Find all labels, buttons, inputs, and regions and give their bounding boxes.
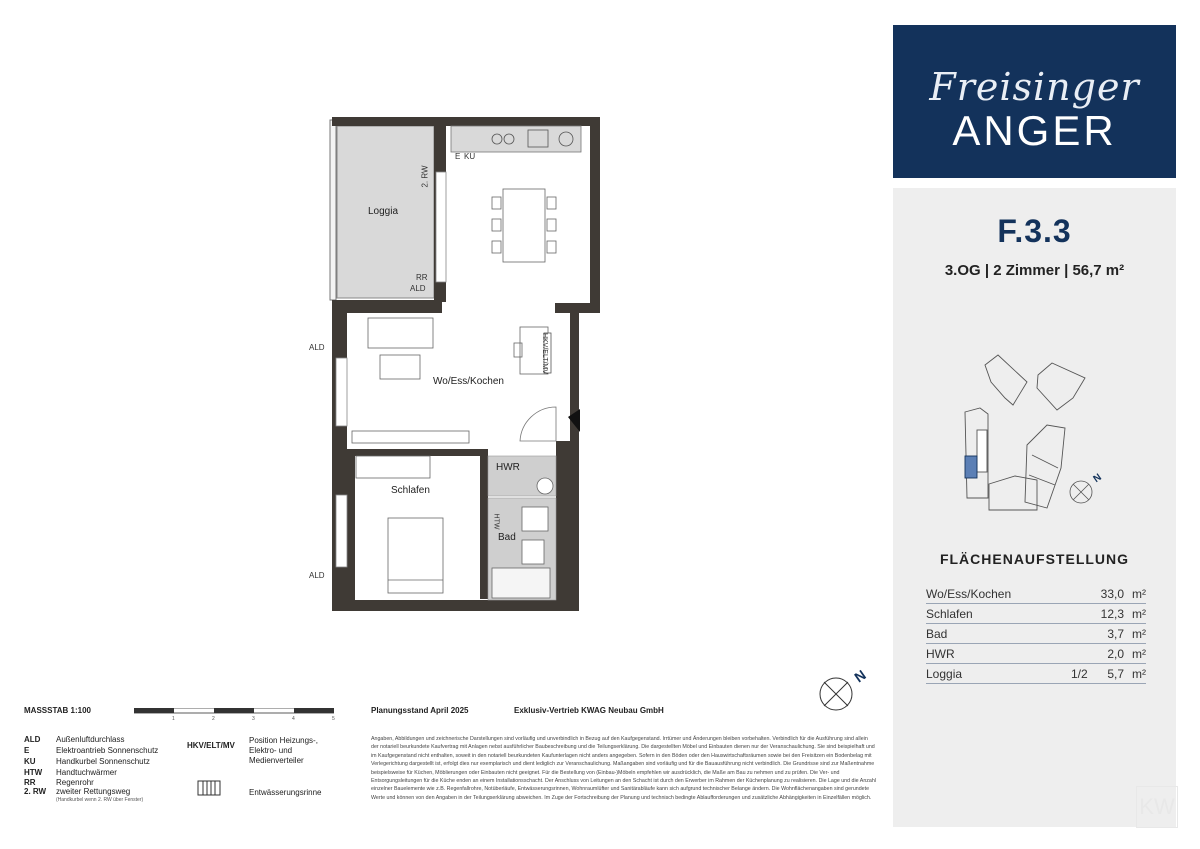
legend-abbr: RR <box>24 778 36 787</box>
room-label-loggia: Loggia <box>368 206 399 217</box>
coffee-table <box>380 355 420 379</box>
annotation-ald-2: ALD <box>309 343 325 352</box>
scale-tick: 5 <box>332 716 335 722</box>
legend-abbr: ALD <box>24 735 41 744</box>
annotation-rw: 2. RW <box>420 165 430 188</box>
room-label-living: Wo/Ess/Kochen <box>433 376 504 387</box>
room-label-bedroom: Schlafen <box>391 485 430 496</box>
hkv-text: Position Heizungs-, <box>249 736 318 745</box>
area-row-unit: m² <box>1132 647 1146 661</box>
scale-tick: 4 <box>292 716 295 722</box>
legend-text: Regenrohr <box>56 778 94 787</box>
hkv-abbr: HKV/ELT/MV <box>187 741 235 750</box>
sales-info: Exklusiv-Vertrieb KWAG Neubau GmbH <box>514 706 664 715</box>
brand-banner <box>893 25 1176 178</box>
legend-abbr: HTW <box>24 768 43 777</box>
loggia-parapet <box>330 120 336 300</box>
area-row-value: 2,0 <box>1107 647 1124 661</box>
legend-text: zweiter Rettungsweg <box>56 787 131 796</box>
annotation-e: E <box>455 152 461 161</box>
area-row-fraction: 1/2 <box>1071 667 1088 681</box>
annotation-ku: KU <box>464 152 476 161</box>
scale-bar <box>134 708 334 716</box>
area-row-unit: m² <box>1132 607 1146 621</box>
site-north-label: N <box>1091 471 1104 486</box>
bed <box>388 518 443 593</box>
disclaimer-text: Angaben, Abbildungen und zeichnerische Darstellungen sind vorläufig und unverbindlich in Bezug auf den Kaufgegenstand. Irrtümer und Änderungen bleiben vorbehalten. Verbindlich für die Ausführung sind allein der notariell beurkundete Kaufvertrag mit Anlagen nebst ausführlicher Baubeschreibung und die Teilungserklärung. Die dargestellten Möbel und Einbauten dienen nur der Veranschaulichung. Sie sind beispielhaft und im Kaufgegenstand nicht enthalten, soweit in den notariell beurkundeten Kaufunterlagen nicht anders angegeben. Sofern in den Böden oder den Hauswirtschaftsräumen sowie bei den Freisitzen ein Bodenbelag mit Verlegerichtung dargestellt ist, erfolgt dies nur exemplarisch und dient lediglich zur Veranschaulichung. Maßangaben sind vorläufig und für die Bauausführung nicht verbindlich. Die Grundrisse sind zur Maßentnahme beispielsweise für Küchen, Möblierungen oder Einbauten nicht geeignet. Für die Bestellung von (Einbau-)Möbeln empfehlen wir ausdrücklich, die Maße am Bau zu nehmen und zu prüfen. Die Ver- und Entsorgungsleitungen für die Küche enden an einem Installationsschacht. Der Anschluss von Leitungen an den Schacht ist durch den Erwerber im Rahmen der Küchenplanung zu realisieren. Die Lage und die Anzahl einzelner Bauelemente wie z.B. Regenfallrohre, Notüberläufe, Entwässerungsrinnen, Wohnraumlüfter und Sanitärabläufe kann sich aufgrund technischer Belange ändern. Die Wohnflächenangaben sind gerundete Werte und können von den Angaben in der Teilungserklärung abweichen. Im Zuge der Fortschreibung der Planung und technisch bedingte Ablaufforderungen und zusätzliche Abhängigkeiten in Einzelfällen möglich. <box>371 736 876 801</box>
area-row <box>926 583 1146 604</box>
annotation-ald-1: ALD <box>410 284 426 293</box>
legend-abbr: KU <box>24 757 36 766</box>
scale-tick: 2 <box>212 716 215 722</box>
kitchen-counter <box>451 126 581 152</box>
area-row-name: Bad <box>926 627 948 641</box>
unit-code: F.3.3 <box>997 213 1072 249</box>
area-row-value: 33,0 <box>1100 587 1124 601</box>
hkv-text: Elektro- und <box>249 746 293 755</box>
scale-tick: 3 <box>252 716 255 722</box>
legend-note: (Handkurbel wenn 2. RW über Fenster) <box>56 797 144 803</box>
drain-text: Entwässerungsrinne <box>249 788 322 797</box>
scale-label: MASSSTAB 1:100 <box>24 706 91 715</box>
area-row-value: 5,7 <box>1107 667 1124 681</box>
area-row <box>926 663 1146 684</box>
legend-text: Elektroantrieb Sonnenschutz <box>56 746 159 755</box>
legend-abbr: E <box>24 746 30 755</box>
room-label-hwr: HWR <box>496 462 520 473</box>
legend-text: Handtuchwärmer <box>56 768 117 777</box>
area-row-name: HWR <box>926 647 955 661</box>
annotation-ald-3: ALD <box>309 571 325 580</box>
area-row-name: Wo/Ess/Kochen <box>926 587 1012 601</box>
area-row-value: 12,3 <box>1100 607 1124 621</box>
planning-status: Planungsstand April 2025 <box>371 706 469 715</box>
corner-logo-mark: KW <box>1136 786 1178 828</box>
legend-text: Außenluftdurchlass <box>56 735 125 744</box>
hkv-text: Medienverteiler <box>249 756 304 765</box>
annotation-htw: HTW <box>492 513 500 530</box>
dining-table <box>503 189 545 262</box>
north-label: N <box>851 666 869 686</box>
sofa <box>368 318 433 348</box>
area-row-name: Schlafen <box>926 607 973 621</box>
area-row <box>926 643 1146 664</box>
area-row-unit: m² <box>1132 627 1146 641</box>
area-row <box>926 623 1146 644</box>
floor-plan <box>300 110 610 620</box>
brand-main-name: ANGER <box>952 107 1117 154</box>
unit-info: 3.OG | 2 Zimmer | 56,7 m² <box>944 262 1125 279</box>
legend-abbr: 2. RW <box>24 787 47 796</box>
area-row <box>926 603 1146 624</box>
drain-icon <box>197 780 221 796</box>
area-row-name: Loggia <box>926 667 963 681</box>
area-table-title: FLÄCHENAUFSTELLUNG <box>939 551 1130 567</box>
room-label-bath: Bad <box>498 532 516 543</box>
area-row-unit: m² <box>1132 587 1146 601</box>
brand-script-name: Freisinger <box>929 65 1140 109</box>
annotation-rr: RR <box>416 273 428 282</box>
legend-text: Handkurbel Sonnenschutz <box>56 757 150 766</box>
scale-tick: 1 <box>172 716 175 722</box>
area-row-value: 3,7 <box>1107 627 1124 641</box>
site-plan <box>955 350 1105 525</box>
area-row-unit: m² <box>1132 667 1146 681</box>
annotation-hkv: HKV/ELT/MV <box>541 332 549 375</box>
